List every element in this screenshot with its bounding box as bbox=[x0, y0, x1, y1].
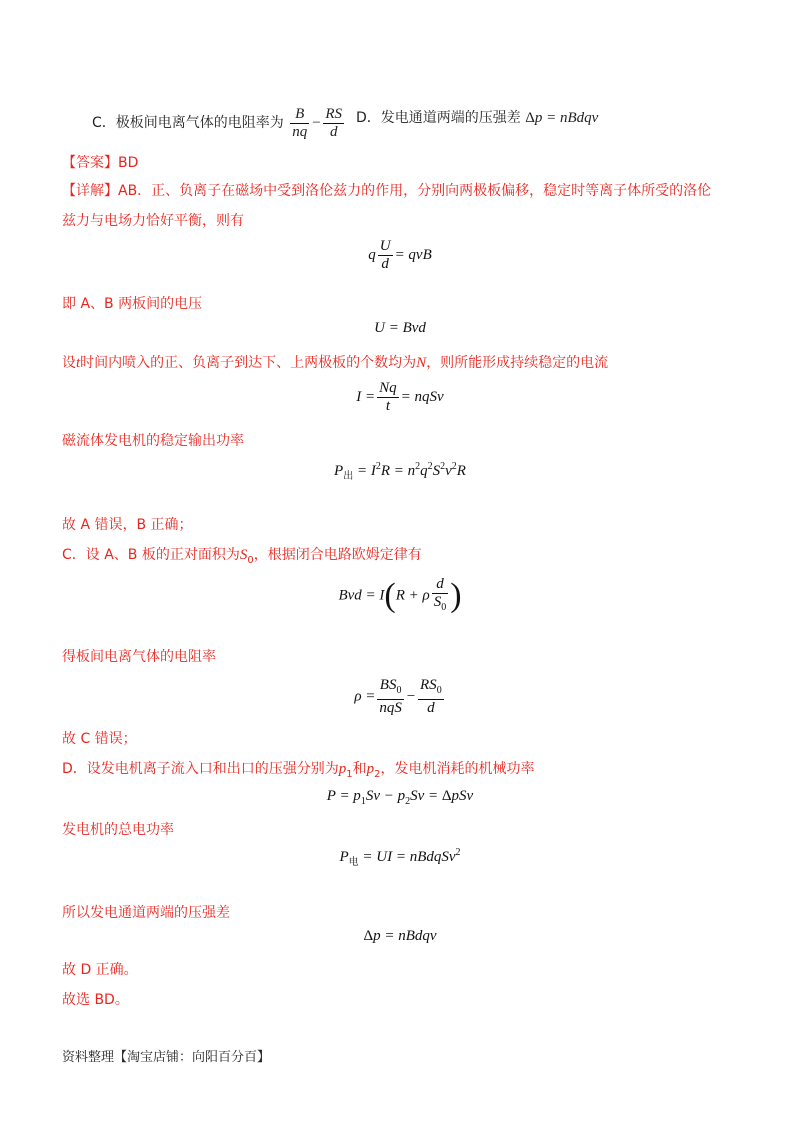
option-d bbox=[356, 108, 598, 128]
d-text-p1: p bbox=[338, 761, 347, 777]
d-text-p1-sub: 1 bbox=[346, 768, 353, 780]
d-conclusion: 故 D 正确。 bbox=[62, 962, 138, 978]
pressure-text: 所以发电通道两端的压强差 bbox=[62, 905, 230, 921]
option-c-label: C．极板间电离气体的电阻率为 bbox=[92, 114, 284, 131]
current-text bbox=[62, 353, 608, 373]
c-text bbox=[62, 545, 422, 571]
equation-ohm: Bvd = I(R + ρ $\frac{d}{S_0}$ ) bbox=[338, 576, 462, 614]
equation-output-power: $P_出 = I^2R = n^2q^2S^2v^2R$ bbox=[334, 461, 466, 482]
footer: 资料整理【淘宝店铺：向阳百分百】 bbox=[62, 1050, 271, 1065]
total-power-text: 发电机的总电功率 bbox=[62, 822, 174, 838]
power-text: 磁流体发电机的稳定输出功率 bbox=[62, 433, 244, 449]
d-text-p2: p bbox=[366, 761, 375, 777]
detail-intro-2: 兹力与电场力恰好平衡，则有 bbox=[62, 213, 244, 229]
d-text-a: D．设发电机离子流入口和出口的压强分别为 bbox=[62, 761, 339, 777]
c-conclusion: 故 C 错误； bbox=[62, 731, 137, 747]
equation-force-balance: q $\frac{U}{d}$ = qvB bbox=[368, 238, 432, 272]
current-text-c: ，则所能形成持续稳定的电流 bbox=[426, 355, 609, 371]
equation-resistivity: ρ = $\frac{BS_0}{\text{nqS}}$ − $\frac{RS_0}{d}$ bbox=[354, 677, 442, 716]
current-text-t: t bbox=[76, 355, 81, 371]
c-text-s: S bbox=[239, 547, 248, 563]
option-d-label: D．发电通道两端的压强差 bbox=[356, 110, 521, 126]
option-c bbox=[92, 106, 346, 141]
c-text-a: C．设 A、B 板的正对面积为 bbox=[62, 547, 240, 563]
d-text-b: ，发电机消耗的机械功率 bbox=[380, 761, 535, 777]
d-text-and: 和 bbox=[352, 761, 367, 777]
resistivity-text: 得板间电离气体的电阻率 bbox=[62, 649, 216, 665]
equation-total-power: $P_电$ = UI = nBdqSv$^2$ bbox=[339, 847, 461, 868]
ab-conclusion: 故 A 错误，B 正确； bbox=[62, 517, 193, 533]
equation-current: I = $\frac{Nq}{t}$ = nqSv bbox=[356, 380, 444, 414]
detail-intro: 【详解】AB．正、负离子在磁场中受到洛伦兹力的作用，分别向两极板偏移，稳定时等离子体所受的洛伦 bbox=[62, 183, 712, 199]
current-text-n: N bbox=[416, 355, 427, 371]
current-text-b: 时间内喷入的正、负离子到达下、上两极板的个数均为 bbox=[80, 355, 417, 371]
voltage-text: 即 A、B 两板间的电压 bbox=[62, 296, 203, 312]
answer-line: 【答案】BD bbox=[62, 155, 139, 171]
d-text bbox=[62, 759, 535, 785]
current-text-a: 设 bbox=[62, 355, 76, 371]
equation-voltage: U = Bvd bbox=[374, 320, 426, 336]
c-text-s0: 0 bbox=[247, 554, 254, 566]
c-text-b: ，根据闭合电路欧姆定律有 bbox=[253, 547, 422, 563]
equation-mechanical-power: $P = p_1Sv - p_2Sv = \Delta pSv$ bbox=[326, 788, 474, 807]
final-answer: 故选 BD。 bbox=[62, 992, 129, 1008]
d-text-p2-sub: 2 bbox=[374, 768, 381, 780]
option-d-formula: Δp = nBdqv bbox=[525, 110, 599, 126]
equation-pressure: Δp = nBdqv bbox=[363, 928, 437, 944]
option-c-formula: $\frac{B}{nq}$ − $\frac{RS}{d}$ bbox=[292, 106, 343, 140]
